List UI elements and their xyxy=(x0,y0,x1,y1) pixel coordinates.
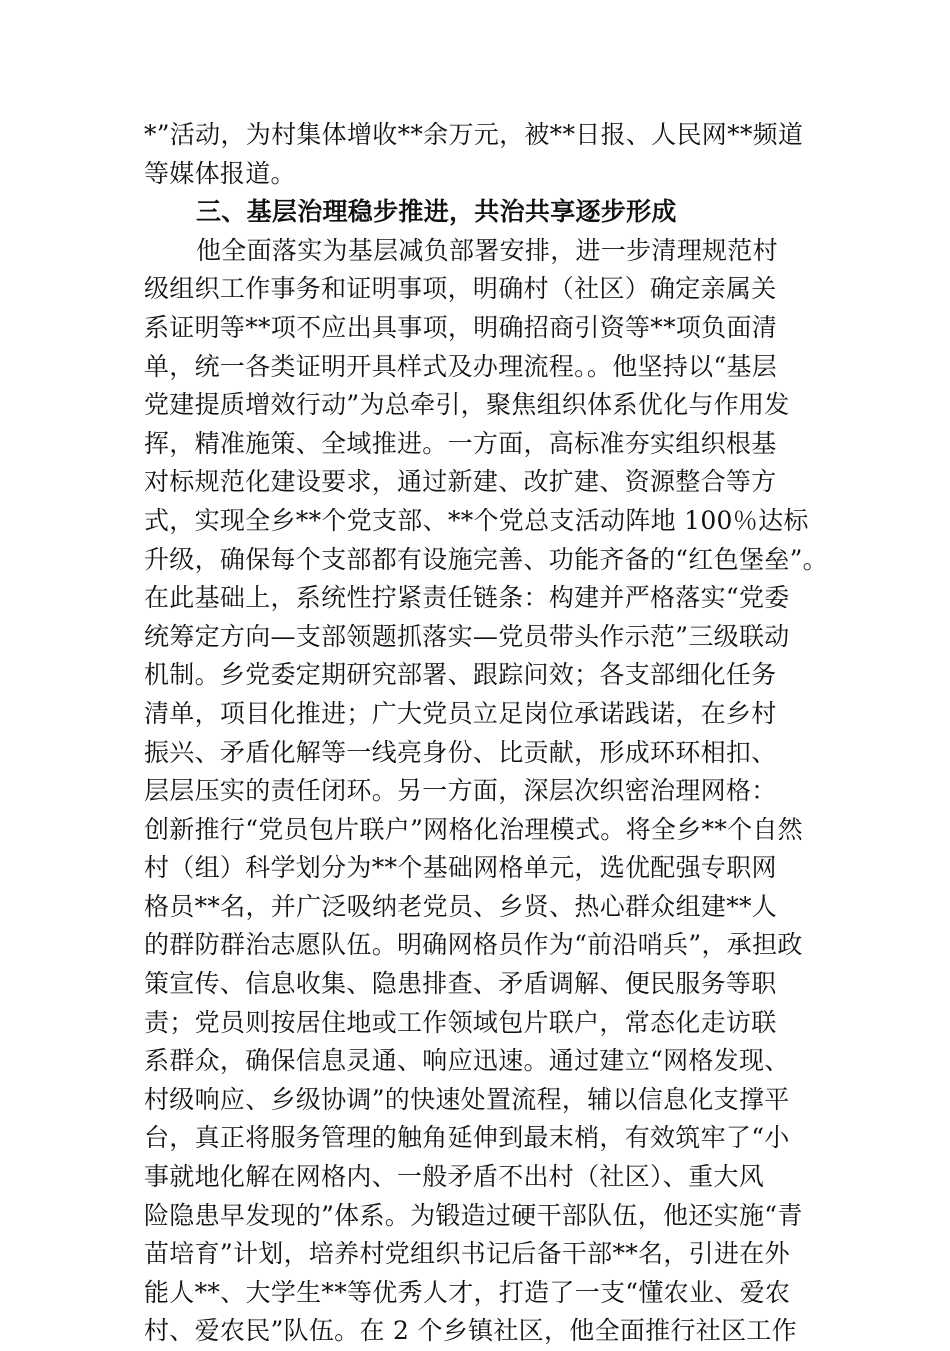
text-line: 事就地化解在网格内、一般矛盾不出村（社区）、重大风 xyxy=(144,1162,765,1192)
text-line: 统筹定方向—支部领题抓落实—党员带头作示范”三级联动 xyxy=(144,621,790,651)
paragraph-first-line: 他全面落实为基层减负部署安排，进一步清理规范村 xyxy=(196,235,778,265)
text-line: 苗培育”计划，培养村党组织书记后备干部**名，引进在外 xyxy=(144,1239,790,1269)
text-line: 级组织工作事务和证明事项，明确村（社区）确定亲属关 xyxy=(144,274,777,304)
text-line: 台，真正将服务管理的触角延伸到最末梢，有效筑牢了“小 xyxy=(144,1123,790,1153)
text-line: 振兴、矛盾化解等一线亮身份、比贡献，形成环环相扣、 xyxy=(144,737,777,767)
text-line: 策宣传、信息收集、隐患排查、矛盾调解、便民服务等职 xyxy=(144,969,777,999)
text-line: 系证明等**项不应出具事项，明确招商引资等**项负面清 xyxy=(144,312,778,342)
text-line: 升级，确保每个支部都有设施完善、功能齐备的“红色堡垒”。 xyxy=(144,544,828,574)
text-line: 村级响应、乡级协调”的快速处置流程，辅以信息化支撑平 xyxy=(144,1084,790,1114)
text-line: 系群众，确保信息灵通、响应迅速。通过建立“网格发现、 xyxy=(144,1046,790,1076)
text-line: 的群防群治志愿队伍。明确网格员作为“前沿哨兵”，承担政 xyxy=(144,930,803,960)
text-line: 村（组）科学划分为**个基础网格单元，选优配强专职网 xyxy=(144,853,777,883)
text-line: 在此基础上，系统性拧紧责任链条：构建并严格落实“党委 xyxy=(144,583,790,613)
text-line: 格员**名，并广泛吸纳老党员、乡贤、热心群众组建**人 xyxy=(144,891,778,921)
text-line: 式，实现全乡**个党支部、**个党总支活动阵地 100％达标 xyxy=(144,505,809,535)
text-line: 创新推行“党员包片联户”网格化治理模式。将全乡**个自然 xyxy=(144,814,803,844)
text-line: 单，统一各类证明开具样式及办理流程。。他坚持以“基层 xyxy=(144,351,778,381)
text-line: 清单，项目化推进；广大党员立足岗位承诺践诺，在乡村 xyxy=(144,698,777,728)
text-line: *”活动，为村集体增收**余万元，被**日报、人民网**频道 xyxy=(144,120,804,149)
text-line: 对标规范化建设要求，通过新建、改扩建、资源整合等方 xyxy=(144,467,777,497)
document-body xyxy=(144,116,828,1351)
section-heading: 三、基层治理稳步推进，共治共享逐步形成 xyxy=(196,197,677,227)
text-line: 能人**、大学生**等优秀人才，打造了一支“懂农业、爱农 xyxy=(144,1277,791,1307)
text-line: 村、爱农民”队伍。在 2 个乡镇社区，他全面推行社区工作 xyxy=(144,1316,797,1346)
text-line: 险隐患早发现的”体系。为锻造过硬干部队伍，他还实施“青 xyxy=(144,1200,803,1230)
text-line: 机制。乡党委定期研究部署、跟踪问效；各支部细化任务 xyxy=(144,660,777,690)
text-line: 层层压实的责任闭环。另一方面，深层次织密治理网格： xyxy=(144,776,777,806)
text-line: 责；党员则按居住地或工作领域包片联户，常态化走访联 xyxy=(144,1007,777,1037)
text-line: 党建提质增效行动”为总牵引，聚焦组织体系优化与作用发 xyxy=(144,390,790,420)
text-line: 等媒体报道。 xyxy=(144,158,296,188)
text-line: 挥，精准施策、全域推进。一方面，高标准夯实组织根基 xyxy=(144,428,777,458)
